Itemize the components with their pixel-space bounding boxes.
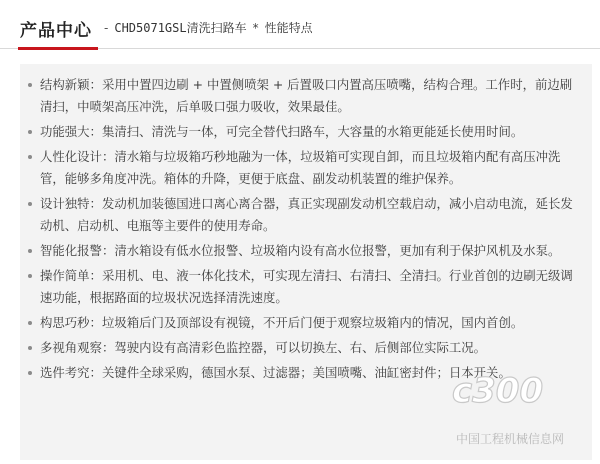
feature-text: 结构新颖：采用中置四边刷 + 中置侧喷架 + 后置吸口内置高压喷嘴，结构合理。工作时，前边刷清扫，中喷架高压冲洗，后单吸口强力吸收，效果最佳。 — [40, 77, 573, 114]
bullet-icon — [28, 321, 32, 325]
feature-text: 多视角观察：驾驶内设有高清彩色监控器，可以切换左、右、后侧部位实际工况。 — [40, 340, 487, 355]
feature-text: 人性化设计：清水箱与垃圾箱巧秒地融为一体，垃圾箱可实现自卸，而且垃圾箱内配有高压冲洗管，能够多角度冲洗。箱体的升降，更便于底盘、副发动机装置的维护保养。 — [40, 149, 561, 186]
breadcrumb-separator: * — [252, 21, 259, 35]
feature-item — [28, 362, 584, 384]
bullet-icon — [28, 346, 32, 350]
bullet-icon — [28, 83, 32, 87]
feature-item — [28, 240, 584, 262]
feature-text: 设计独特：发动机加装德国进口离心离合器，真正实现副发动机空载启动，减小启动电流，延长发动机、启动机、电瓶等主要件的使用寿命。 — [40, 196, 573, 233]
feature-text: 构思巧秒：垃圾箱后门及顶部设有视镜，不开后门便于观察垃圾箱内的情况，国内首创。 — [40, 315, 524, 330]
breadcrumb-model: CHD5071GSL — [114, 21, 187, 35]
feature-item — [28, 121, 584, 143]
page-title: 产品中心 — [20, 21, 92, 41]
feature-item — [28, 337, 584, 359]
feature-item — [28, 312, 584, 334]
feature-text: 选件考究：关键件全球采购，德国水泵、过滤器；美国喷嘴、油缸密封件；日本开关。 — [40, 365, 511, 380]
feature-item — [28, 146, 584, 190]
bullet-icon — [28, 371, 32, 375]
header-accent-bar — [18, 47, 98, 50]
feature-item — [28, 74, 584, 118]
feature-text: 功能强大：集清扫、清洗与一体，可完全替代扫路车，大容量的水箱更能延长使用时间。 — [40, 124, 524, 139]
features-panel — [20, 64, 592, 460]
bullet-icon — [28, 202, 32, 206]
watermark-logo-text: c300 — [452, 371, 544, 410]
page-header — [0, 0, 600, 58]
breadcrumb-product: 清洗扫路车 — [186, 21, 247, 35]
feature-item — [28, 193, 584, 237]
feature-text: 智能化报警：清水箱设有低水位报警、垃圾箱内设有高水位报警，更加有利于保护风机及水泵。 — [40, 243, 561, 258]
breadcrumb — [104, 19, 313, 36]
bullet-icon — [28, 155, 32, 159]
breadcrumb-dash: - — [104, 21, 109, 35]
bullet-icon — [28, 130, 32, 134]
breadcrumb-section: 性能特点 — [264, 21, 313, 35]
bullet-icon — [28, 274, 32, 278]
watermark-caption: 中国工程机械信息网 — [456, 432, 565, 446]
feature-item — [28, 265, 584, 309]
feature-text: 操作简单：采用机、电、液一体化技术，可实现左清扫、右清扫、全清扫。行业首创的边刷无级调速功能，根据路面的垃圾状况选择清洗速度。 — [40, 268, 573, 305]
bullet-icon — [28, 249, 32, 253]
feature-list — [20, 64, 592, 384]
